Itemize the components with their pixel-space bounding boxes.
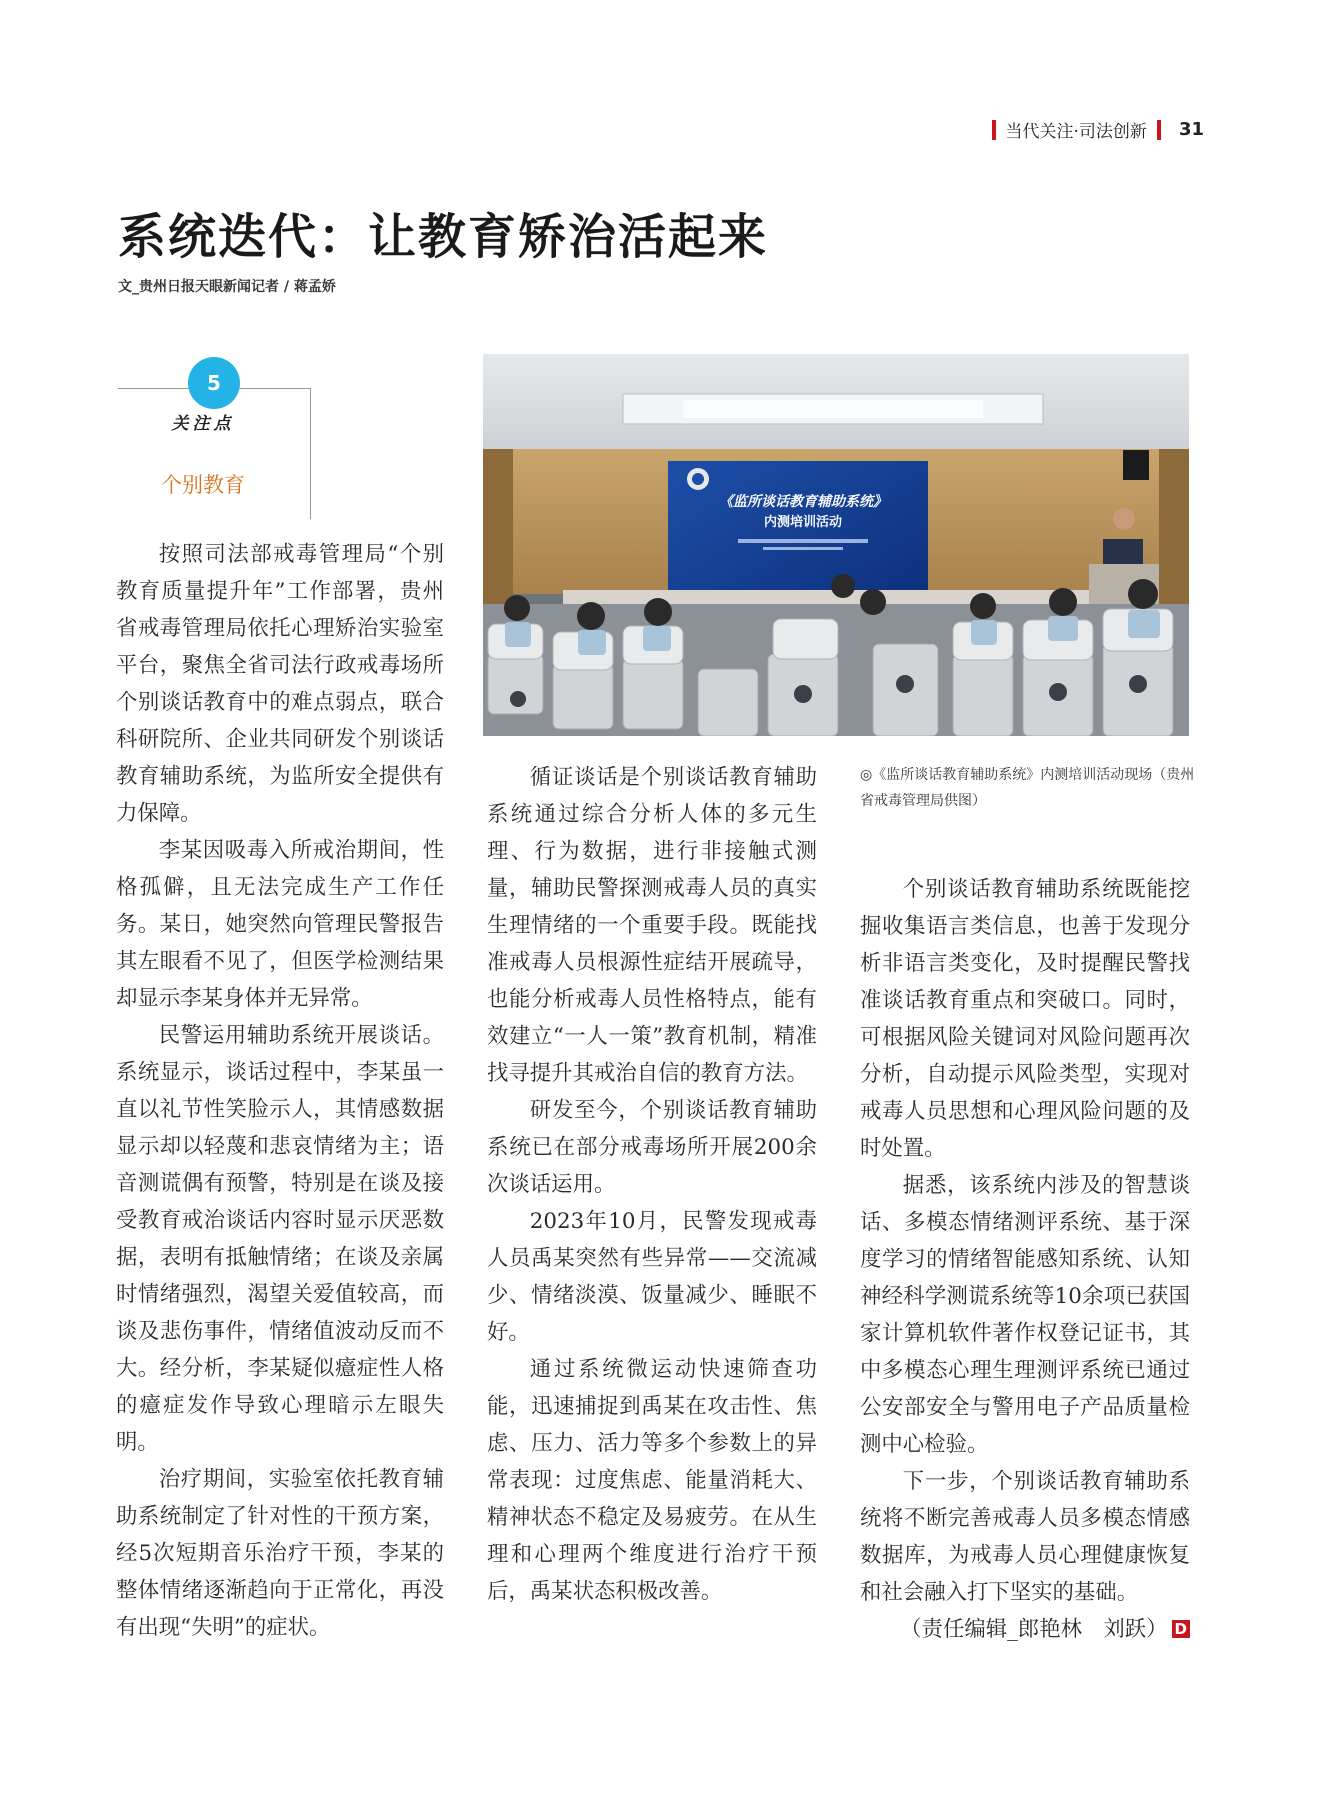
- photo-illustration: [483, 354, 1189, 736]
- article-title: 系统迭代：让教育矫治活起来: [118, 209, 769, 265]
- paragraph: 通过系统微运动快速筛查功能，迅速捕捉到禹某在攻击性、焦虑、压力、活力等多个参数上的异常表现：过度焦虑、能量消耗大、精神状态不稳定及易疲劳。在从生理和心理两个维度进行治疗干预后，禹某状态积极改善。: [487, 1357, 817, 1604]
- paragraph: 下一步，个别谈话教育辅助系统将不断完善戒毒人员多模态情感数据库，为戒毒人员心理健康恢复和社会融入打下坚实的基础。: [860, 1469, 1190, 1605]
- paragraph: 个别谈话教育辅助系统既能挖掘收集语言类信息，也善于发现分析非语言类变化，及时提醒民警找准谈话教育重点和突破口。同时，可根据风险关键词对风险问题再次分析，自动提示风险类型，实现对戒毒人员思想和心理风险问题的及时处置。: [860, 877, 1190, 1161]
- paragraph: 2023年10月，民警发现戒毒人员禹某突然有些异常——交流减少、情绪淡漠、饭量减少、睡眠不好。: [487, 1209, 817, 1345]
- editor-credit: [860, 1611, 1190, 1648]
- photo-caption: ◎《监所谈话教育辅助系统》内测培训活动现场（贵州省戒毒管理局供图）: [860, 767, 1195, 809]
- focus-topic: 个别教育: [161, 473, 245, 497]
- paragraph: 按照司法部戒毒管理局“个别教育质量提升年”工作部署，贵州省戒毒管理局依托心理矫治实验室平台，聚焦全省司法行政戒毒场所个别谈话教育中的难点弱点，联合科研院所、企业共同研发个别谈话教育辅助系统，为监所安全提供有力保障。: [116, 542, 444, 826]
- paragraph: 研发至今，个别谈话教育辅助系统已在部分戒毒场所开展200余次谈话运用。: [487, 1098, 817, 1197]
- paragraph: 李某因吸毒入所戒治期间，性格孤僻，且无法完成生产工作任务。某日，她突然向管理民警报告其左眼看不见了，但医学检测结果却显示李某身体并无异常。: [116, 838, 444, 1011]
- focus-box: [118, 371, 311, 519]
- text-column-1: [116, 536, 444, 1646]
- training-event-photo: [483, 354, 1189, 736]
- page-number: 31: [1178, 119, 1204, 140]
- editor-credit-text: （责任编辑_郎艳林 刘跃）: [900, 1617, 1168, 1642]
- screen-subtitle: 内测培训活动: [763, 515, 843, 530]
- text-column-3: [860, 871, 1190, 1648]
- screen-title: 《监所谈话教育辅助系统》: [719, 494, 887, 510]
- paragraph: 循证谈话是个别谈话教育辅助系统通过综合分析人体的多元生理、行为数据，进行非接触式测量，辅助民警探测戒毒人员的真实生理情绪的一个重要手段。既能找准戒毒人员根源性症结开展疏导，也能分析戒毒人员性格特点，能有效建立“一人一策”教育机制，精准找寻提升其戒治自信的教育方法。: [487, 765, 817, 1086]
- paragraph: 治疗期间，实验室依托教育辅助系统制定了针对性的干预方案，经5次短期音乐治疗干预，李某的整体情绪逐渐趋向于正常化，再没有出现“失明”的症状。: [116, 1467, 444, 1640]
- byline: 文_贵州日报天眼新闻记者 / 蒋孟娇: [118, 279, 336, 295]
- focus-number-badge: 5: [188, 357, 240, 409]
- header-accent-bar-right: [1157, 120, 1161, 140]
- text-column-2: [487, 759, 817, 1610]
- paragraph: 民警运用辅助系统开展谈话。系统显示，谈话过程中，李某虽一直以礼节性笑脸示人，其情感数据显示却以轻蔑和悲哀情绪为主；语音测谎偶有预警，特别是在谈及接受教育戒治谈话内容时显示厌恶数据，表明有抵触情绪；在谈及亲属时情绪强烈，渴望关爱值较高，而谈及悲伤事件，情绪值波动反而不大。经分析，李某疑似癔症性人格的癔症发作导致心理暗示左眼失明。: [116, 1023, 444, 1455]
- running-header: [992, 117, 1204, 142]
- section-name: 当代关注·司法创新: [1005, 122, 1147, 142]
- end-mark-badge: D: [1172, 1620, 1190, 1638]
- paragraph: 据悉，该系统内涉及的智慧谈话、多模态情绪测评系统、基于深度学习的情绪智能感知系统、认知神经科学测谎系统等10余项已获国家计算机软件著作权登记证书，其中多模态心理生理测评系统已通过公安部安全与警用电子产品质量检测中心检验。: [860, 1173, 1190, 1457]
- focus-label: 关注点: [171, 414, 235, 434]
- header-accent-bar: [992, 120, 996, 140]
